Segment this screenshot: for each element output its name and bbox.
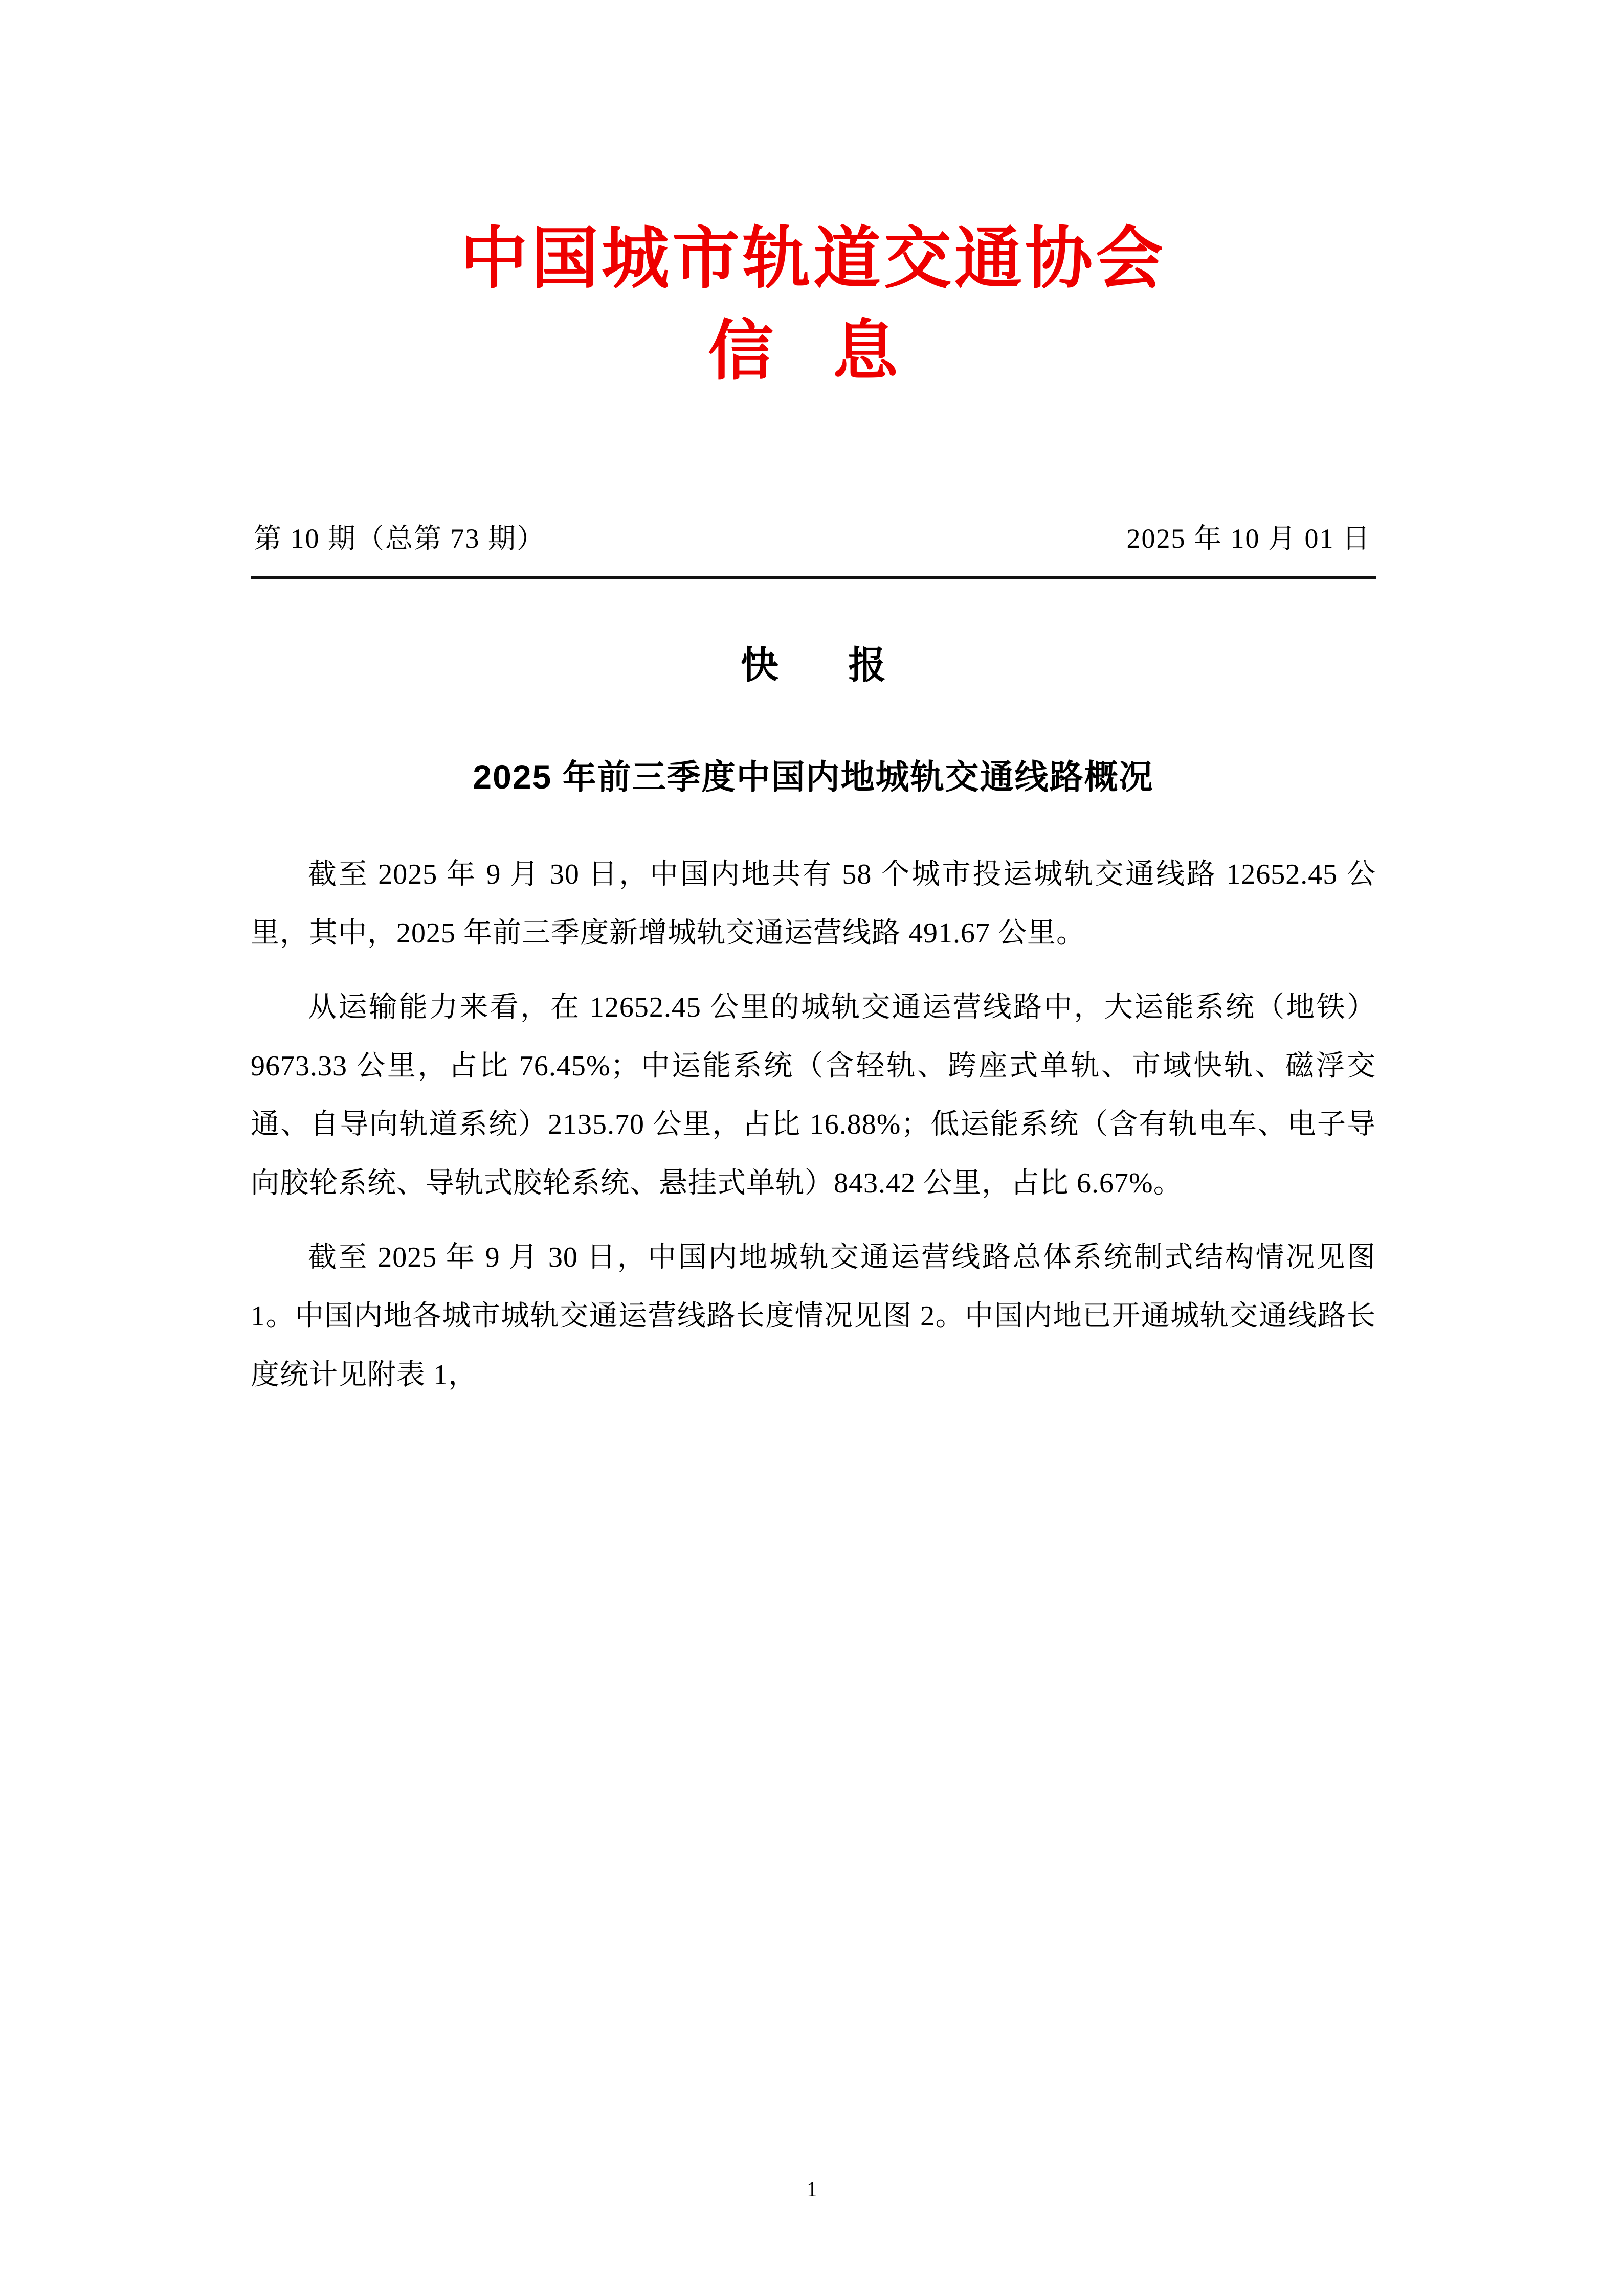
header-divider (251, 576, 1376, 579)
body-text (251, 845, 1376, 1404)
bulletin-label: 快 报 (740, 644, 916, 687)
body-paragraph: 截至 2025 年 9 月 30 日，中国内地城轨交通运营线路总体系统制式结构情况见图 1。中国内地各城市城轨交通运营线路长度情况见图 2。中国内地已开通城轨交通线路长度统计见附表 1， (251, 1241, 1376, 1391)
masthead-publication: 信 息 (708, 314, 919, 388)
page-number: 1 (807, 2178, 817, 2201)
issue-date: 2025 年 10 月 01 日 (1126, 523, 1371, 554)
issue-row (251, 516, 1376, 556)
body-paragraph: 从运输能力来看，在 12652.45 公里的城轨交通运营线路中，大运能系统（地铁）9673.33 公里，占比 76.45%；中运能系统（含轻轨、跨座式单轨、市域快轨、磁浮交通、自导向轨道系统）2135.70 公里，占比 16.88%；低运能系统（含有轨电车、电子导向胶轮系统、导轨式胶轮系统、悬挂式单轨）843.42 公里，占比 6.67%。 (251, 991, 1376, 1200)
page-title: 2025 年前三季度中国内地城轨交通线路概况 (473, 758, 1154, 796)
masthead (251, 220, 1376, 394)
issue-number: 第 10 期（总第 73 期） (254, 523, 545, 554)
page-content (251, 0, 1376, 1420)
masthead-organization: 中国城市轨道交通协会 (460, 221, 1166, 296)
body-paragraph: 截至 2025 年 9 月 30 日，中国内地共有 58 个城市投运城轨交通线路 12652.45 公里，其中，2025 年前三季度新增城轨交通运营线路 491.67 公里。 (251, 859, 1376, 949)
